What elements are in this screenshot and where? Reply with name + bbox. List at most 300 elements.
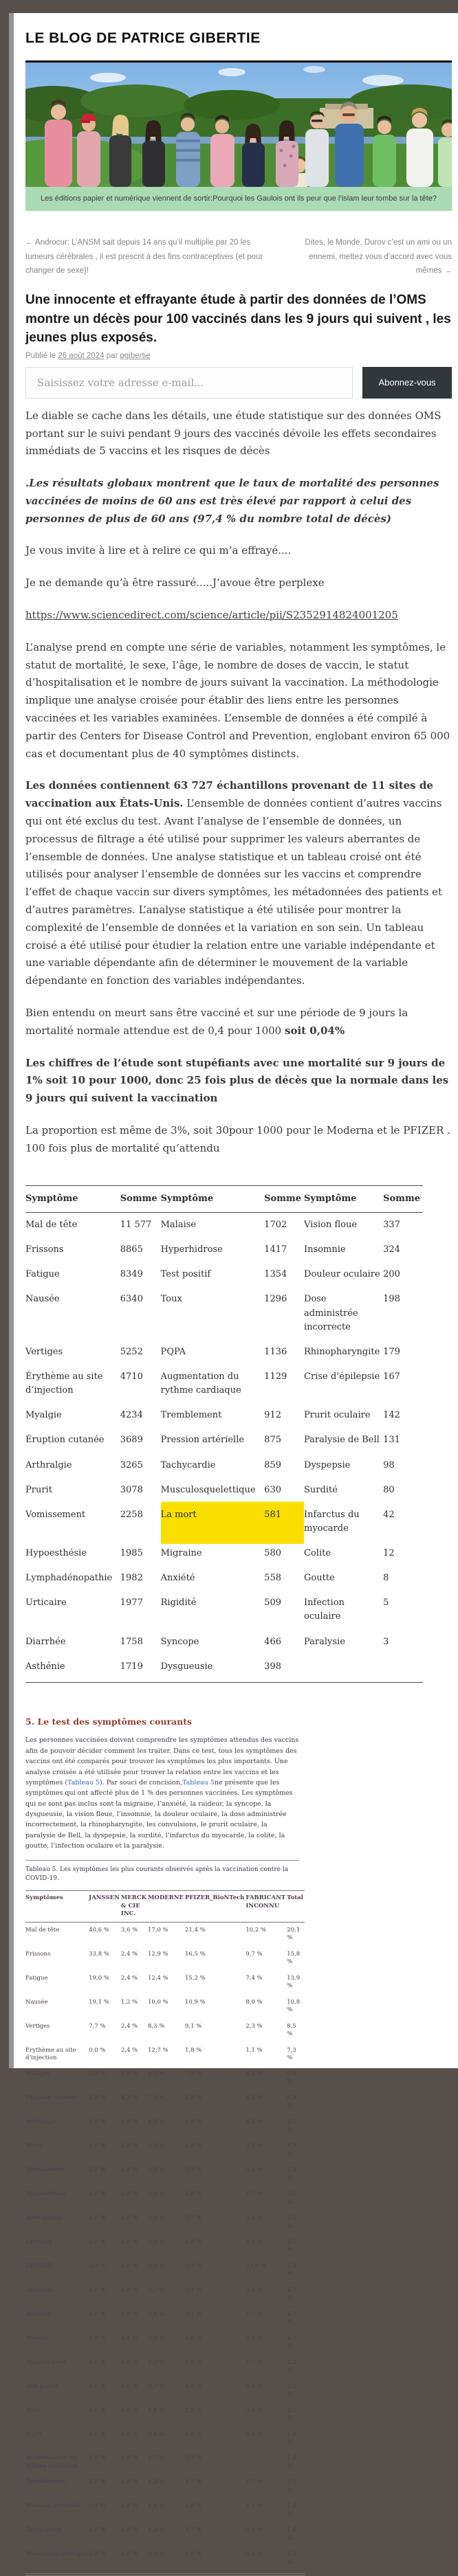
table-cell: 0,0 %: [89, 2382, 106, 2390]
table-cell: Dysgueusie: [161, 1655, 265, 1683]
table-cell: 0,0 %: [89, 2215, 106, 2222]
table-cell: Insomnie: [304, 1244, 346, 1255]
table-cell: 2,8 %: [148, 2262, 165, 2270]
study-text: ne présente que les symptômes qui ont affecté plus de 1 % des personnes vaccinées. Les symptômes qui ne sont pas inclus sont la migraine, l’anxiété, la raideur, la syncope, la dysgueusie, la vision floue, l’insomnie, la douleur oculaire, la dose administrée incorrectement, la rhinopharyngite, les convulsions, le prurit oculaire, la paralysie de Bell, la dyspepsie, la surdité, l’infarctus du myocarde, la colite, la goutte, l’infection oculaire et la paralysie.: [25, 1778, 293, 1850]
table-cell: 2,7 %: [148, 2286, 165, 2294]
table-cell: Prurit: [25, 2142, 43, 2150]
table-row: [25, 2259, 305, 2283]
table-cell: Érythème au site d’injection: [25, 2046, 76, 2061]
table-cell: Paralysie de Bell: [304, 1435, 380, 1446]
photo-caption: Les éditions papier et numérique viennent de sortir:Pourquoi les Gaulois ont ils peur que l’islam leur tombe sur la tête?: [25, 187, 452, 211]
table-cell: Infarctus du myocarde: [304, 1509, 360, 1534]
table-cell: 6,0 %: [287, 2094, 296, 2109]
paragraph: Je ne demande qu’à être rassuré.....J’avoue être perplexe: [25, 576, 325, 590]
table-cell: Prurit: [25, 1484, 52, 1495]
study-text: ). Par souci de concision,: [99, 1778, 183, 1787]
table-cell: 0,0 %: [120, 2430, 138, 2438]
paragraph-start: Bien entendu on meurt sans être vacciné et sur une période de 9 jours la mortalité normale attendue est de 0,4 pour 1000: [25, 1007, 408, 1037]
table-cell: 8,3 %: [120, 2094, 138, 2102]
table-row: [25, 2019, 305, 2043]
table-cell: 142: [383, 1410, 400, 1421]
table-row: [25, 2522, 305, 2546]
table-cell: Asthénie: [25, 1655, 120, 1683]
table-cell: 0,0 %: [246, 2527, 263, 2534]
table-cell: 4,9 %: [185, 2094, 202, 2102]
table-row: [25, 2090, 305, 2114]
table-cell: 875: [264, 1435, 281, 1446]
column-header: Symptôme: [161, 1185, 265, 1212]
email-input[interactable]: [25, 367, 353, 399]
table-cell: 466: [264, 1636, 281, 1647]
table-cell: 1296: [264, 1294, 287, 1305]
table-cell: Tachycardie: [25, 2527, 62, 2534]
table-cell: 859: [264, 1459, 281, 1470]
table-cell: Augmentation du rythme cardiaque: [160, 1371, 241, 1396]
column-header: Symptôme: [25, 1185, 120, 1212]
blog-title: LE BLOG DE PATRICE GIBERTIE: [25, 30, 261, 46]
paragraph-bold: Les chiffres de l’étude sont stupéfiants avec une mortalité sur 9 jours de 1% soit 10 pour 1000, donc 25 fois plus de décès que la normale dans les 9 jours qui suivent la vaccination: [25, 1056, 449, 1105]
table-cell: 3,8 %: [185, 2334, 202, 2342]
table-cell: Adénopathie: [25, 2215, 63, 2222]
column-header: Somme: [383, 1185, 423, 1212]
table-row: [25, 2210, 305, 2235]
table-cell: 0,3 %: [89, 2070, 106, 2078]
table-row: [25, 2355, 305, 2379]
table-cell: 2,4 %: [120, 2022, 138, 2030]
table-cell: 4,8 %: [148, 2118, 165, 2126]
column-header: FABRICANT INCONNU: [246, 1891, 287, 1922]
table-cell: 2,7 %: [287, 2310, 296, 2326]
table-cell: 12: [383, 1548, 395, 1559]
table-cell: Dose administrée incorrecte: [304, 1294, 358, 1332]
table-cell: 2,0 %: [89, 2406, 106, 2414]
table-cell: 2,0 %: [148, 2334, 165, 2342]
table-cell: 1702: [264, 1219, 287, 1230]
table-row: [25, 1971, 305, 1995]
table-cell: Éruption cutanée: [25, 1435, 105, 1446]
table-cell: 2,3 %: [246, 2334, 263, 2342]
table-cell: Hyperhidrose: [160, 1244, 223, 1255]
table-cell: Pression artérielle: [25, 2502, 80, 2510]
table-row: [25, 2498, 305, 2522]
table-cell: 2,8 %: [148, 2215, 165, 2222]
table-cell: 7,9 %: [185, 2070, 202, 2078]
table-cell: 1,8 %: [185, 2046, 202, 2054]
table-cell: 15,8 %: [287, 1950, 301, 1966]
table-cell: 1,2 %: [148, 2527, 165, 2534]
table-row: [25, 2307, 305, 2331]
table-cell: 1,2 %: [120, 2142, 138, 2150]
table-cell: 19,1 %: [89, 1998, 109, 2006]
table-cell: 4234: [120, 1410, 143, 1421]
table-cell: 1136: [264, 1346, 287, 1357]
table-cell: 1,8 %: [287, 2454, 296, 2469]
table-cell: Infection oculaire: [304, 1598, 345, 1622]
bold-tail: soit 0,04%: [285, 1024, 345, 1037]
table-cell: 2,3 %: [246, 2286, 263, 2294]
table-rule: [25, 1860, 299, 1861]
table-row: [25, 1453, 423, 1478]
table-cell: 0,6 %: [246, 2551, 263, 2558]
table-cell: 42: [383, 1509, 395, 1520]
table-cell: Lymphadénopathie: [25, 1573, 113, 1584]
table-cell: Tremblement: [25, 2478, 65, 2486]
table-cell: 1,8 %: [148, 2406, 165, 2414]
table-cell: PQPA: [25, 2430, 42, 2438]
table-cell: Hyperhidrose: [25, 2358, 66, 2366]
table-cell: Fatigue: [25, 1974, 48, 1982]
paragraph: Le diable se cache dans les détails, une étude statistique sur des données OMS portant sur le suivi pendant 9 jours des vaccinés dévoile les effets secondaires immédiats de 5 vaccins et les risques de décès: [25, 409, 441, 458]
post-navigation: [25, 236, 452, 278]
table-cell: 1,7 %: [246, 2310, 263, 2318]
table-cell: La mort: [161, 1503, 265, 1541]
paragraph: L’analyse prend en compte une série de variables, notamment les symptômes, le statut de mortalité, le sexe, l’âge, le nombre de doses de vaccin, le statut d’hospitalisation et le nombre de jours suivant la vaccination. La méthodologie implique une analyse croisée pour établir des liens entre les personnes vaccinées et les variables examinées. L’ensemble de données a été compilé à partir des Centers for Disease Control and Prevention, englobant environ 65 000 cas et documentant plus de 40 symptômes distincts.: [25, 640, 450, 760]
table-cell: 580: [264, 1548, 281, 1559]
table-cell: Vertiges: [25, 2022, 50, 2030]
table-cell: 3,6 %: [120, 1926, 138, 1934]
table-row: [25, 2043, 305, 2067]
column-header: Somme: [120, 1185, 161, 1212]
table-cell: 8,0 %: [246, 1998, 263, 2006]
tableau5-link[interactable]: Tableau 5: [182, 1778, 215, 1787]
table-cell: Hypoesthésie: [25, 2191, 66, 2198]
table-cell: 2,4 %: [120, 1974, 138, 1982]
section-heading: 5. Le test des symptômes courants: [25, 1716, 193, 1727]
previous-post-link[interactable]: ← Androcur: L’ANSM sait depuis 14 ans qu’il multiplie par 20 les tumeurs cérébrales , il est prescrit à des fins contraceptives (et pour changer de sexe)!: [25, 238, 263, 276]
table-cell: 0,0 %: [120, 2527, 138, 2534]
table-cell: Pression artérielle: [160, 1435, 245, 1446]
table-cell: 3,1 %: [287, 2215, 296, 2230]
table-cell: Érythème au site d’injection: [25, 1371, 103, 1396]
table-cell: 1,2 %: [120, 2358, 138, 2366]
table-row: [25, 1262, 423, 1287]
table-cell: 337: [383, 1219, 400, 1230]
subscribe-button[interactable]: Abonnez-vous: [362, 367, 452, 399]
table-cell: 2,4 %: [120, 2046, 138, 2054]
table-cell: 1,1 %: [246, 2502, 263, 2510]
tableau5-link[interactable]: Tableau 5: [67, 1778, 100, 1787]
table-cell: 17,0 %: [148, 1926, 168, 1934]
table-cell: 198: [383, 1294, 400, 1305]
table-cell: Urticaire: [25, 2239, 53, 2245]
table-cell: 2,6 %: [148, 2310, 165, 2318]
header-photo: [25, 60, 452, 187]
table-row: [25, 1287, 423, 1339]
table-cell: Anxiété: [160, 1573, 195, 1584]
table-cell: 6,3 %: [246, 2118, 263, 2126]
paragraph: [25, 777, 452, 990]
table-cell: 1,7 %: [185, 2527, 202, 2534]
table-cell: Vision floue: [304, 1219, 358, 1230]
table-cell: 2,4 %: [120, 1950, 138, 1958]
table-cell: 8,3 %: [148, 2022, 165, 2030]
table-cell: 1,7 %: [246, 2358, 263, 2366]
table-cell: 10,0 %: [148, 1998, 168, 2006]
table-cell: PQPA: [160, 1346, 186, 1357]
table-row: [25, 2474, 305, 2498]
table-cell: 6,0 %: [120, 2262, 138, 2270]
table-cell: Tachycardie: [160, 1459, 216, 1470]
table-cell: Prurit oculaire: [304, 1410, 371, 1421]
table-cell: 1,7 %: [185, 2478, 202, 2486]
table-cell: Vertiges: [25, 1346, 63, 1357]
table-cell: 10,2 %: [246, 1926, 267, 1934]
study-text: Les personnes vaccinées doivent comprendre les symptômes attendus des vaccins afin de pouvoir décider comment les traiter. Dans ce test, tous les symptômes des vaccins ont été comparés pour trouver les symptômes les plus importants. Une analyse croisée a été utilisée pour trouver la relation entre les vaccins et les symptômes (: [25, 1736, 299, 1787]
table-cell: Frissons: [25, 1950, 51, 1958]
table-cell: 1,1 %: [246, 2046, 263, 2054]
table-cell: 1,2 %: [120, 2310, 138, 2318]
table-row: [25, 2162, 305, 2186]
table-cell: 200: [383, 1269, 400, 1280]
table-cell: 0,0 %: [89, 2142, 106, 2150]
table-row: [25, 2403, 305, 2427]
table-cell: 0,0 %: [185, 2430, 202, 2438]
table-cell: 2,7 %: [287, 2334, 296, 2350]
table-cell: Malaise: [25, 2334, 49, 2342]
table-cell: Frissons: [25, 1244, 64, 1255]
table-cell: 15,2 %: [185, 1974, 206, 1982]
table-cell: Asthénie: [25, 2310, 52, 2318]
paragraph-bold-italic: .Les résultats globaux montrent que le taux de mortalité des personnes vaccinées de moins de 60 ans est très élevé par rapport à celui des personnes de plus de 60 ans (97,4 % du nombre total de décès): [25, 477, 439, 525]
post-title: Une innocente et effrayante étude à partir des données de l’OMS montre un décès pour 100 vaccinés dans les 9 jours qui suivent , les jeunes plus exposés.: [25, 293, 451, 346]
table-cell: 0,0 %: [120, 2382, 138, 2390]
table-cell: 0,0 %: [120, 2551, 138, 2558]
table-cell: 11 577: [120, 1219, 152, 1230]
table-cell: 0,6 %: [246, 2382, 263, 2390]
table-cell: 1,5 %: [287, 2478, 296, 2494]
table-cell: Colite: [304, 1548, 331, 1559]
table-row: [25, 1428, 423, 1453]
table-cell: Augmentation du rythme cardiaque: [25, 2454, 78, 2469]
table-cell: 4,0 %: [185, 2382, 202, 2390]
table-cell: 2,9 %: [287, 2262, 296, 2278]
table-cell: 1417: [264, 1244, 287, 1255]
table-cell: Rhinopharyngite: [304, 1346, 380, 1357]
table-cell: 1354: [264, 1269, 287, 1280]
table-row: [25, 1365, 423, 1403]
table-row: [25, 1591, 423, 1629]
table-cell: 2,1 %: [185, 2454, 202, 2462]
table-cell: Migraine: [160, 1548, 202, 1559]
post-meta: [25, 352, 452, 360]
table-cell: 3,6 %: [148, 2239, 165, 2245]
table-row: [25, 2066, 305, 2090]
table-cell: 2258: [120, 1509, 143, 1520]
next-post-link[interactable]: Dites, le Monde, Durov c’est un ami ou un ennemi, mettez vous d’accord avec vous mêmes →: [305, 238, 452, 276]
by-label: par: [104, 351, 120, 360]
table-cell: Vomissement: [25, 1509, 86, 1520]
table-cell: 5: [383, 1598, 389, 1609]
table-cell: 0,9 %: [148, 2551, 165, 2558]
table-cell: 509: [264, 1598, 281, 1609]
table-cell: 2,9 %: [185, 2239, 202, 2245]
table-row: [25, 2114, 305, 2138]
bold-lead: Les données contiennent 63 727 échantillons provenant de 11 sites de vaccination aux États-Unis.: [25, 779, 433, 810]
table-cell: Fatigue: [25, 1269, 60, 1280]
table-cell: Surdité: [304, 1484, 338, 1495]
table-cell: 1977: [120, 1598, 143, 1609]
table-cell: Paralysie: [304, 1636, 345, 1647]
table-cell: 398: [264, 1655, 304, 1683]
table-cell: 4,5 %: [246, 2070, 263, 2078]
table-cell: 5,1 %: [287, 2118, 296, 2133]
table-cell: Musculosquelettique: [160, 1484, 256, 1495]
table-cell: 0,0 %: [89, 2046, 106, 2054]
sciencedirect-link[interactable]: https://www.sciencedirect.com/science/article/pii/S2352914824001205: [25, 609, 398, 622]
paragraph: [25, 1005, 452, 1040]
table-cell: 8: [383, 1573, 389, 1584]
table-cell: 0,0 %: [120, 2454, 138, 2462]
table-cell: 7,0 %: [148, 2094, 165, 2102]
table-cell: 3689: [120, 1435, 143, 1446]
table-cell: 3,1 %: [185, 2310, 202, 2318]
table-row: [25, 2427, 305, 2451]
table-cell: Douleur oculaire: [304, 1269, 380, 1280]
table-row: [25, 1947, 305, 1971]
table-cell: 6,0 %: [185, 2118, 202, 2126]
table-cell: 12,4 %: [148, 1974, 168, 1982]
table-cell: 3,1 %: [287, 2191, 296, 2206]
table-cell: 1,2 %: [148, 2478, 165, 2486]
table-cell: 10,9 %: [185, 1998, 206, 2006]
table-row: [25, 2186, 305, 2210]
table-cell: 9,7 %: [246, 1950, 263, 1958]
table-cell: 0,0 %: [120, 2215, 138, 2222]
table-cell: DÉCÉDÉ: [25, 2262, 52, 2270]
table-cell: Musculosquelettique: [25, 2551, 88, 2558]
table-cell: 1,7 %: [246, 2191, 263, 2198]
table-row: [25, 2235, 305, 2259]
table-cell: Nausée: [25, 1998, 48, 2006]
table-cell: 0,7 %: [148, 2382, 165, 2390]
table-cell: Mal de tête: [25, 1219, 78, 1230]
table-row: [25, 1922, 305, 1946]
table-cell: 2,2 %: [148, 2358, 165, 2366]
table-row: [25, 2138, 305, 2162]
group-photo: [25, 63, 452, 187]
table-cell: 1129: [264, 1371, 287, 1382]
table-cell: 9,1 %: [185, 2022, 202, 2030]
table-cell: 6,6 %: [287, 2070, 296, 2085]
table-cell: 1719: [120, 1655, 161, 1683]
table-cell: 2,1 %: [287, 2382, 296, 2398]
post-date-link[interactable]: 26 août 2024: [58, 351, 105, 360]
table-cell: 8865: [120, 1244, 143, 1255]
table-cell: 7,4 %: [246, 1974, 263, 1982]
table-cell: 558: [264, 1573, 281, 1584]
table-cell: 2,3 %: [89, 2551, 106, 2558]
table-row: [25, 2450, 305, 2474]
table-cell: 1,7 %: [148, 2454, 165, 2462]
column-header: PFIZER_BioNTech: [185, 1891, 246, 1922]
table-cell: 0,3 %: [89, 2262, 106, 2270]
author-link[interactable]: pgibertie: [120, 351, 151, 360]
table-cell: 1,4 %: [287, 2527, 296, 2542]
table-cell: 6340: [120, 1294, 143, 1305]
table-cell: 33,8 %: [89, 1950, 109, 1958]
table-cell: Tremblement: [160, 1410, 222, 1421]
table-row: [25, 2283, 305, 2307]
vaccine-symptoms-table: [25, 1890, 305, 2576]
table-cell: 5,9 %: [148, 2142, 165, 2150]
table-row: [25, 1503, 423, 1541]
table-cell: Malaise: [160, 1219, 197, 1230]
table-cell: 2,1 %: [287, 2406, 296, 2422]
table-cell: Toux: [25, 2406, 40, 2414]
table-cell: Diarrhée: [25, 2286, 52, 2294]
table-cell: 3,1 %: [185, 2286, 202, 2294]
table-cell: [304, 1655, 383, 1683]
table-cell: 0,0 %: [89, 2191, 106, 2198]
column-header: JANSSEN: [89, 1891, 121, 1922]
table-cell: 6,2 %: [148, 2070, 165, 2078]
table-cell: Éruption cutanée: [25, 2094, 77, 2102]
table-cell: 4,0 %: [246, 2094, 263, 2102]
subscribe-form: [25, 367, 452, 399]
table-cell: 20,1 %: [287, 1926, 301, 1942]
table-cell: 12,7 %: [148, 2046, 168, 2054]
table-cell: 7,3 %: [287, 2046, 296, 2061]
table-cell: Rigidité: [160, 1598, 197, 1609]
table-cell: 3,1 %: [185, 2262, 202, 2270]
table-cell: 0,0 %: [120, 2406, 138, 2414]
table-cell: Goutte: [304, 1573, 335, 1584]
table-cell: 0,0 %: [246, 2430, 263, 2438]
table-cell: 4,0 %: [185, 2142, 202, 2150]
table-cell: Toux: [160, 1294, 182, 1305]
table-cell: 0,0 %: [89, 2310, 106, 2318]
table-cell: Crise d’épilepsie: [304, 1371, 380, 1382]
table-cell: Diarrhée: [25, 1636, 66, 1647]
table-cell: 0,0 %: [120, 2286, 138, 2294]
content-sheet: [9, 13, 458, 2566]
table-cell: 0,0 %: [89, 2358, 106, 2366]
table-caption: Tableau 5. Les symptômes les plus courants observés après la vaccination contre la COVID-19.: [25, 1866, 289, 1883]
table-cell: 1,1 %: [246, 2239, 263, 2245]
table-cell: 3,4 %: [148, 2430, 165, 2438]
table-cell: 3,1 %: [287, 2239, 296, 2254]
table-cell: 3265: [120, 1459, 143, 1470]
table-cell: 21,0 %: [246, 2262, 267, 2270]
table-cell: [246, 2450, 287, 2474]
published-prefix: Publié le: [25, 351, 58, 360]
table-cell: 2,8 %: [246, 2142, 263, 2150]
table-row: [25, 1630, 423, 1655]
table-cell: 2,5 %: [185, 2358, 202, 2366]
table-row: [25, 1237, 423, 1262]
table-cell: Dyspepsie: [304, 1459, 351, 1470]
table-cell: 1,0 %: [287, 2551, 296, 2566]
table-cell: 131: [383, 1435, 400, 1446]
paragraph: Je vous invite à lire et à relire ce qui m’a effrayé....: [25, 544, 292, 557]
table-cell: 5,1 %: [246, 2166, 263, 2174]
table-cell: Hypoesthésie: [25, 1548, 87, 1559]
table-cell: Myalgie: [25, 2070, 50, 2078]
table-cell: 581: [264, 1503, 304, 1541]
table-cell: Test positif: [25, 2382, 58, 2390]
paragraph: La proportion est même de 3%, soit 30pour 1000 pour le Moderna et le PFIZER . 100 fois plus de mortalité qu’attendu: [25, 1124, 450, 1154]
table-cell: 2,4 %: [120, 2334, 138, 2342]
column-header: MODERNE: [148, 1891, 185, 1922]
table-cell: 1985: [120, 1548, 143, 1559]
table-cell: 3,5 %: [185, 2166, 202, 2174]
table-row: [25, 2546, 305, 2575]
table-cell: 8,5 %: [287, 2022, 296, 2038]
paragraph: [25, 607, 452, 625]
table-cell: 2,7 %: [287, 2286, 296, 2302]
table-cell: 8349: [120, 1269, 143, 1280]
table-cell: Myalgie: [25, 1410, 62, 1421]
